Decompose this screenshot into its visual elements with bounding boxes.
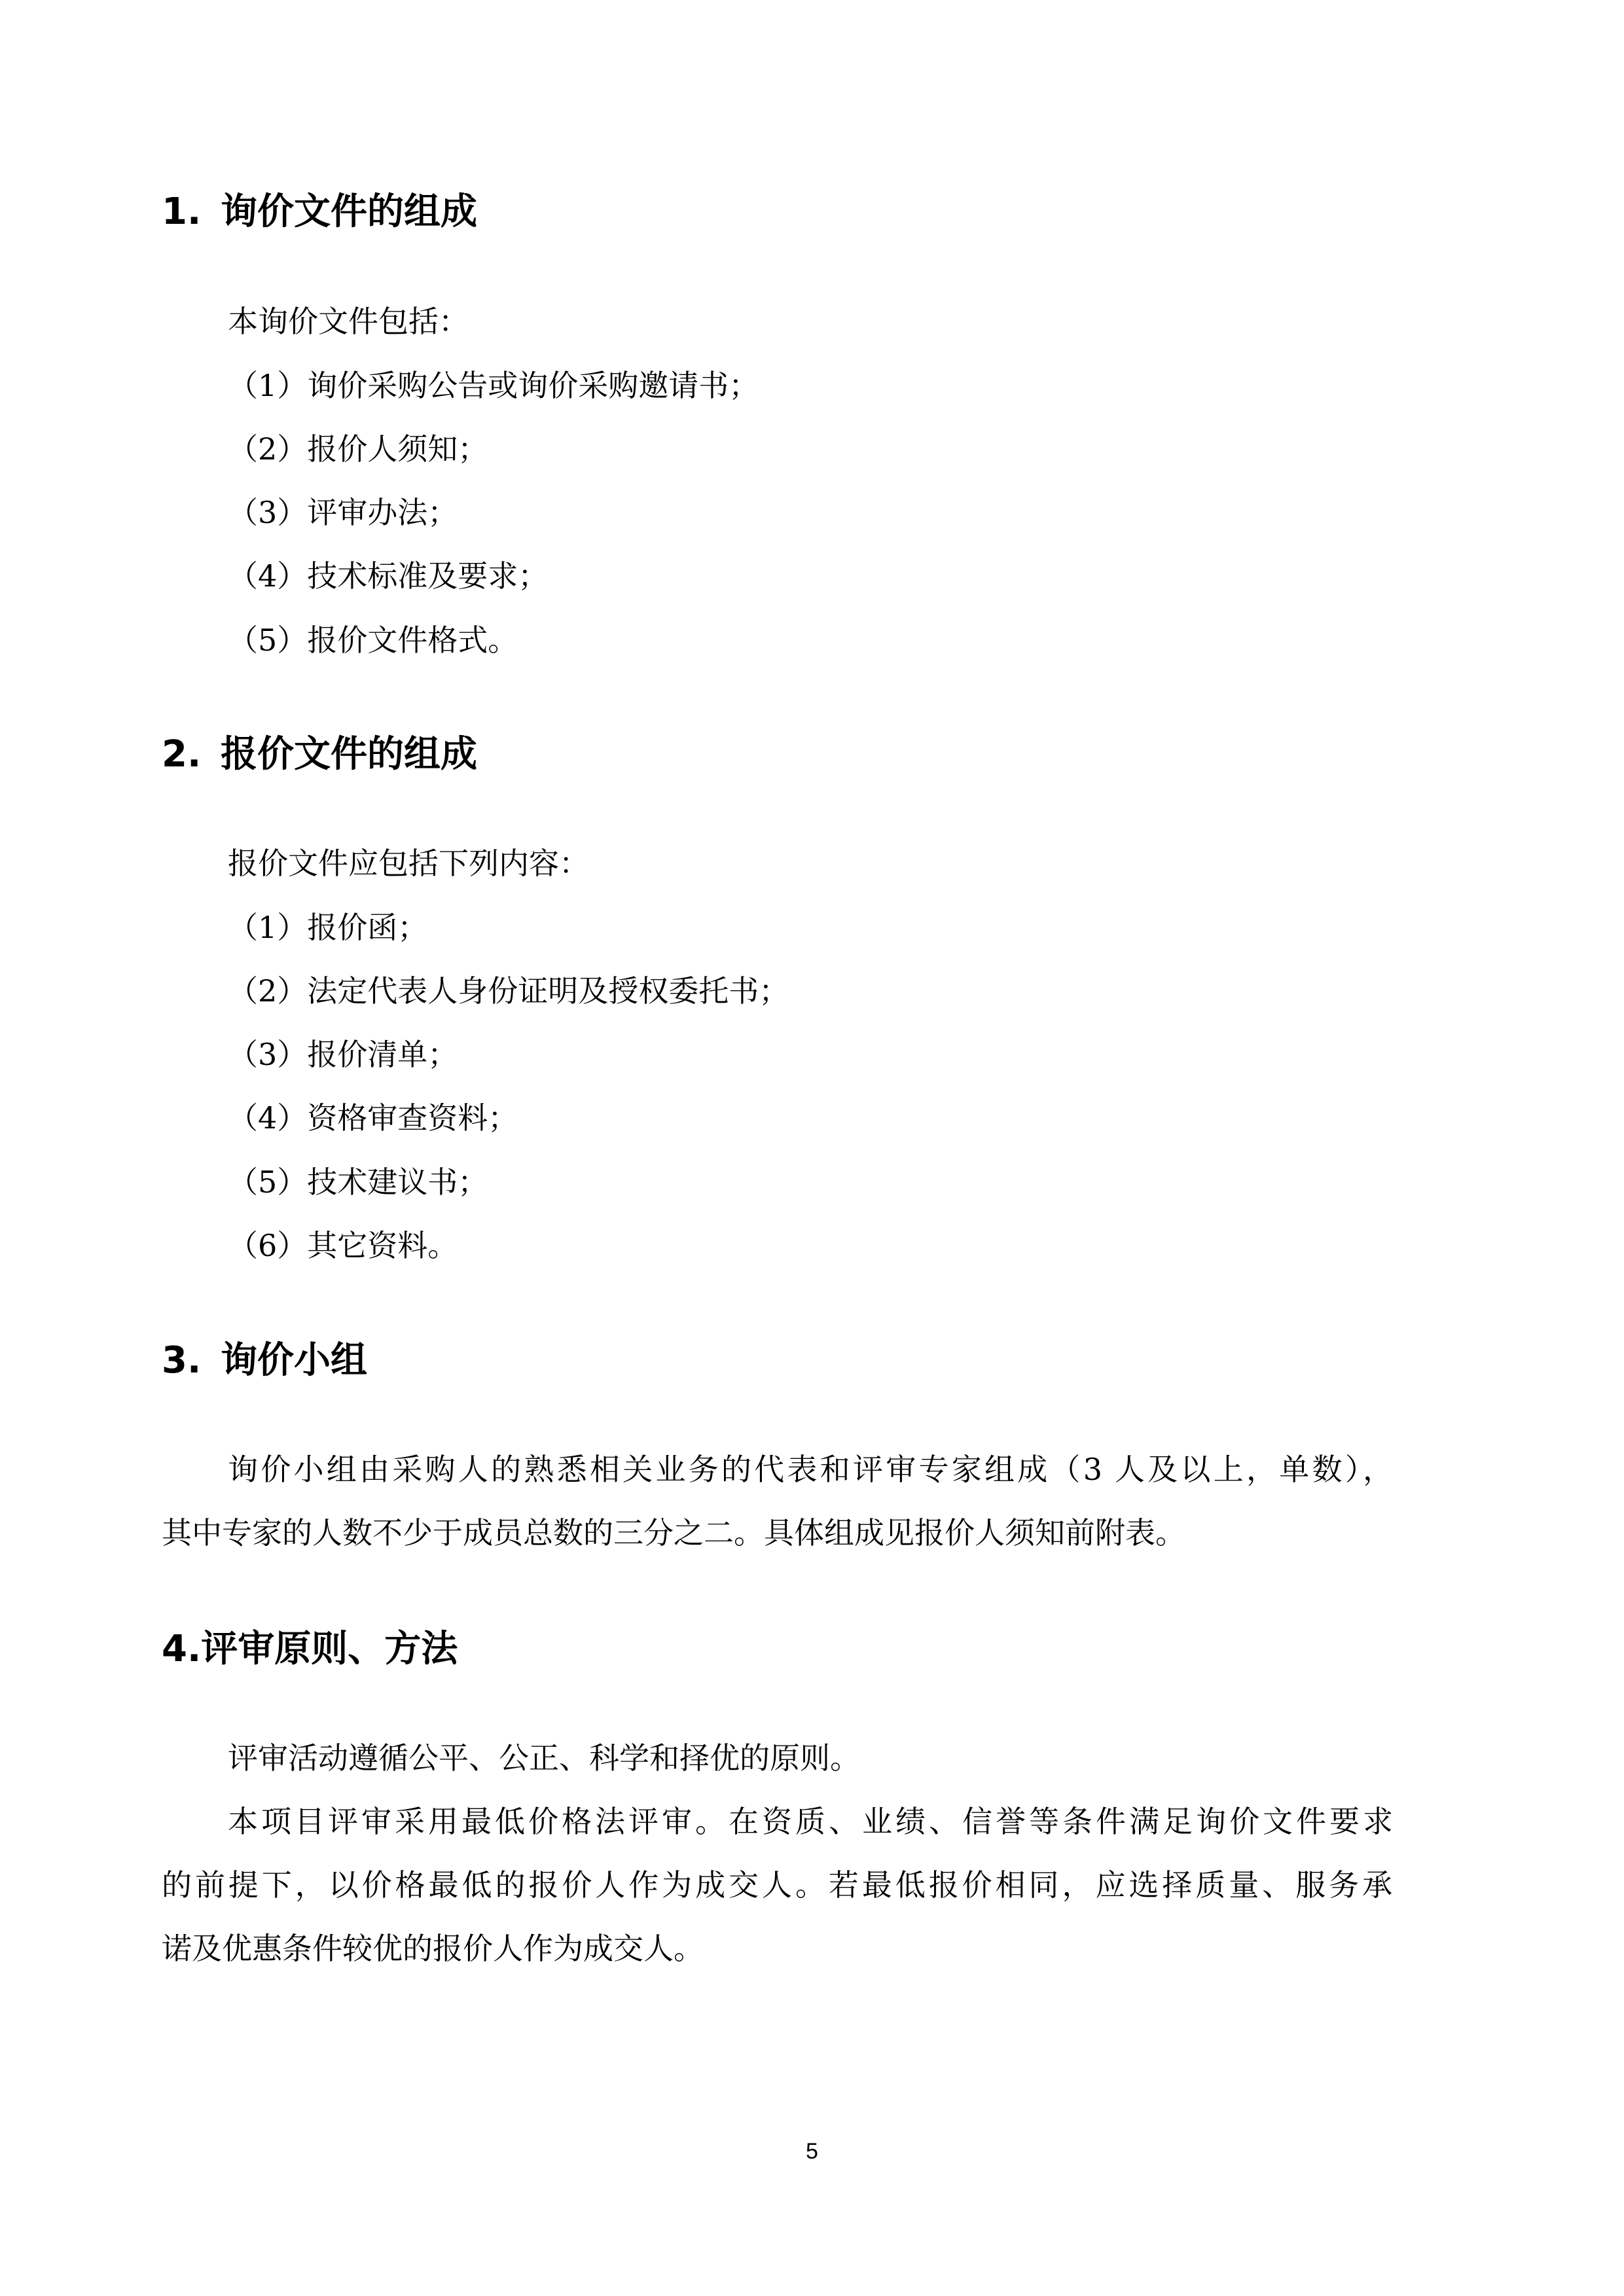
section-4-paragraph-2-line-3: 诺及优惠条件较优的报价人作为成交人。 [162,1931,704,1966]
section-3-title: 询价小组 [221,1339,367,1382]
section-2-title: 报价文件的组成 [221,733,477,776]
section-3-paragraph-line-2: 其中专家的人数不少于成员总数的三分之二。具体组成见报价人须知前附表。 [162,1515,1185,1551]
section-2-item-2: （2）法定代表人身份证明及授权委托书； [228,973,789,1009]
section-1-item-3: （3）评审办法； [228,495,458,530]
section-1-heading [162,190,477,233]
section-3-number: 3. [162,1339,202,1382]
section-1-title: 询价文件的组成 [221,190,477,233]
section-2-item-3: （3）报价清单； [228,1037,458,1072]
section-4-title: 评审原则、方法 [201,1628,458,1670]
section-4-number: 4. [162,1628,202,1670]
section-2-item-4: （4）资格审查资料； [228,1100,518,1136]
section-1-item-5: （5）报价文件格式。 [228,622,518,658]
section-3-paragraph-line-1: 询价小组由采购人的熟悉相关业务的代表和评审专家组成（3 人及以上，单数）， [228,1452,1393,1487]
section-2-heading [162,733,477,776]
section-1-intro: 本询价文件包括： [228,304,469,339]
section-2-item-6: （6）其它资料。 [228,1228,458,1263]
section-1-number: 1. [162,190,202,233]
section-1-item-2: （2）报价人须知； [228,431,488,467]
section-4-paragraph-2-line-2: 的前提下，以价格最低的报价人作为成交人。若最低报价相同，应选择质量、服务承 [162,1867,1392,1903]
section-1-item-4: （4）技术标准及要求； [228,558,549,594]
section-1-item-1: （1）询价采购公告或询价采购邀请书； [228,368,759,403]
section-2-item-1: （1）报价函； [228,910,428,945]
section-2-intro: 报价文件应包括下列内容： [228,846,589,881]
page-number: 5 [806,2139,818,2164]
section-4-heading [162,1628,458,1670]
section-4-paragraph-1: 评审活动遵循公平、公正、科学和择优的原则。 [228,1740,860,1776]
section-3-heading [162,1339,367,1382]
section-2-item-5: （5）技术建议书； [228,1164,488,1200]
section-2-number: 2. [162,733,202,776]
section-4-paragraph-2-line-1: 本项目评审采用最低价格法评审。在资质、业绩、信誉等条件满足询价文件要求 [228,1804,1393,1839]
